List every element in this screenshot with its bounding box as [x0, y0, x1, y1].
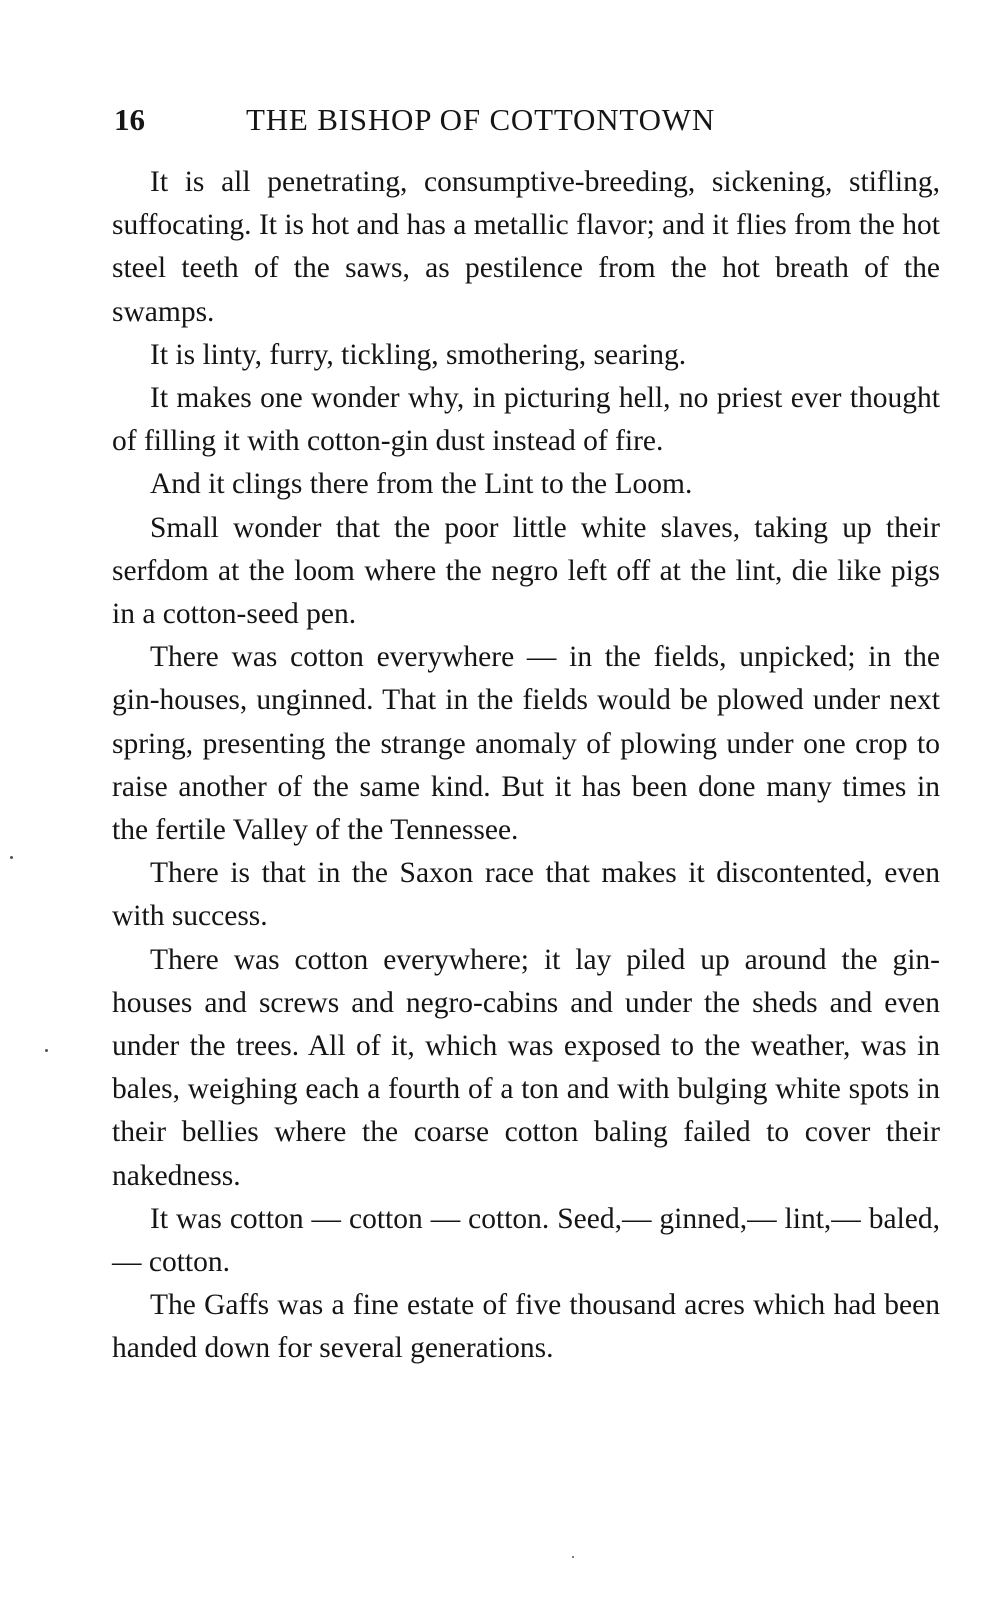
paragraph: There is that in the Saxon race that makes it discontented, even with success.	[112, 857, 940, 933]
paragraph: There was cotton everywhere; it lay piled up around the gin-houses and screws and negro-cabins and under the sheds and even under the trees. All of it, which was exposed to the weather, was in bales, weighing each a fourth of a ton and with bulging white spots in their bellies where the coarse cotton baling failed to cover their nakedness.	[112, 943, 940, 1192]
paragraph: It was cotton — cotton — cotton. Seed,— ginned,— lint,— baled,— cotton.	[112, 1202, 940, 1279]
paragraph: There was cotton everywhere — in the fields, unpicked; in the gin-houses, unginned. That in the fields would be plowed under next spring, presenting the strange anomaly of plowing under one crop to raise another of the same kind. But it has been done many times in the fertile Valley of the Tennessee.	[112, 641, 940, 847]
running-head	[114, 98, 844, 142]
paragraph: And it clings there from the Lint to the Loom.	[150, 468, 693, 501]
paragraph: It is all penetrating, consumptive-breeding, sickening, stifling, suffocating. It is hot and has a metallic flavor; and it flies from the hot steel teeth of the saws, as pestilence from the hot breath of the swamps.	[112, 166, 940, 328]
paragraph: It makes one wonder why, in picturing hell, no priest ever thought of filling it with cotton-gin dust instead of fire.	[112, 382, 940, 458]
scan-speck	[10, 856, 13, 859]
page-number: 16	[114, 102, 145, 137]
paragraph: Small wonder that the poor little white slaves, taking up their serfdom at the loom where the negro left off at the lint, die like pigs in a cotton-seed pen.	[112, 511, 940, 631]
running-title: THE BISHOP OF COTTONTOWN	[246, 102, 716, 137]
scan-speck	[572, 1556, 574, 1558]
paragraph: It is linty, furry, tickling, smothering, searing.	[150, 338, 687, 371]
body-text	[112, 161, 940, 1371]
paragraph: The Gaffs was a fine estate of five thousand acres which had been handed down for several generations.	[112, 1289, 940, 1365]
scan-speck	[45, 1049, 48, 1052]
